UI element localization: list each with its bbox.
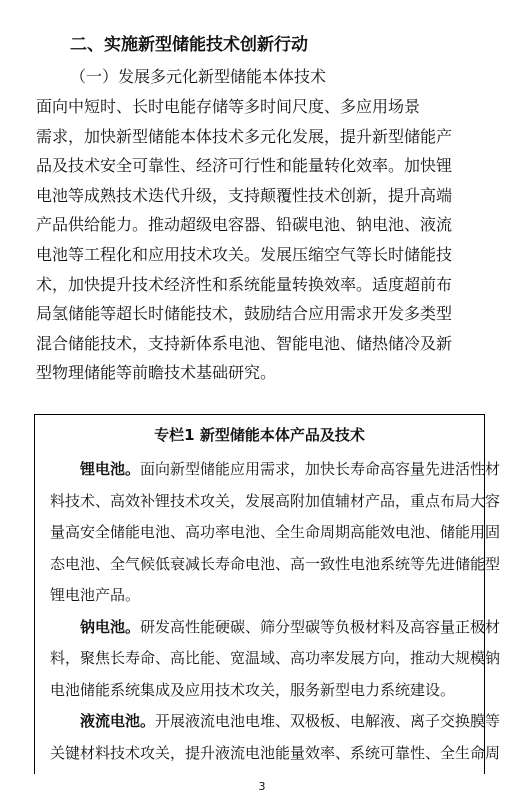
box-text: 研发高性能硬碳、筛分型碳等负极材料及高容量正极材 <box>140 618 501 636</box>
box-text: 面向新型储能应用需求，加快长寿命高容量先进活性材 <box>140 460 501 478</box>
term-label-sodium: 钠电池。 <box>80 618 141 636</box>
paragraph-line: 型物理储能等前瞻技术基础研究。 <box>36 363 277 383</box>
box-line: 锂电池产品。 <box>50 586 141 604</box>
box-line <box>50 711 500 731</box>
box-line <box>50 459 500 479</box>
box-line: 电池储能系统集成及应用技术攻关，服务新型电力系统建设。 <box>50 681 456 699</box>
page-number: 3 <box>258 780 266 793</box>
sidebar-box <box>34 414 501 774</box>
term-label-flow: 液流电池。 <box>80 712 156 730</box>
paragraph-line: 品及技术安全可靠性、经济可行性和能量转化效率。加快锂 <box>36 156 453 176</box>
box-title: 专栏1 新型储能本体产品及技术 <box>154 426 365 444</box>
term-label-lithium: 锂电池。 <box>80 460 141 478</box>
paragraph-line: 电池等成熟技术迭代升级，支持颠覆性技术创新，提升高端 <box>36 185 453 205</box>
subsection-heading: （一）发展多元化新型储能本体技术 <box>70 67 327 86</box>
paragraph-line: 局氢储能等超长时储能技术，鼓励结合应用需求开发多类型 <box>36 304 453 324</box>
box-line: 料技术、高效补锂技术攻关，发展高附加值辅材产品，重点布局大容 <box>50 492 501 510</box>
box-line: 关键材料技术攻关，提升液流电池能量效率、系统可靠性、全生命周 <box>50 744 501 762</box>
box-line: 料，聚焦长寿命、高比能、宽温域、高功率发展方向，推动大规模钠 <box>50 649 501 667</box>
paragraph-line: 需求，加快新型储能本体技术多元化发展，提升新型储能产 <box>36 126 453 146</box>
paragraph-line: 电池等工程化和应用技术攻关。发展压缩空气等长时储能技 <box>36 244 453 264</box>
box-text: 开展液流电池电堆、双极板、电解液、离子交换膜等 <box>155 712 501 730</box>
paragraph-line: 混合储能技术，支持新体系电池、智能电池、储热储冷及新 <box>36 333 453 353</box>
body-paragraph <box>36 92 488 388</box>
section-heading: 二、实施新型储能技术创新行动 <box>70 35 308 55</box>
box-line: 态电池、全气候低衰减长寿命电池、高一致性电池系统等先进储能型 <box>50 555 501 573</box>
paragraph-line: 术，加快提升技术经济性和系统能量转换效率。适度超前布 <box>36 274 453 294</box>
box-line: 量高安全储能电池、高功率电池、全生命周期高能效电池、储能用固 <box>50 523 501 541</box>
box-line <box>50 617 500 637</box>
paragraph-line: 面向中短时、长时电能存储等多时间尺度、多应用场景 <box>36 97 421 116</box>
paragraph-line: 产品供给能力。推动超级电容器、铅碳电池、钠电池、液流 <box>36 215 453 235</box>
